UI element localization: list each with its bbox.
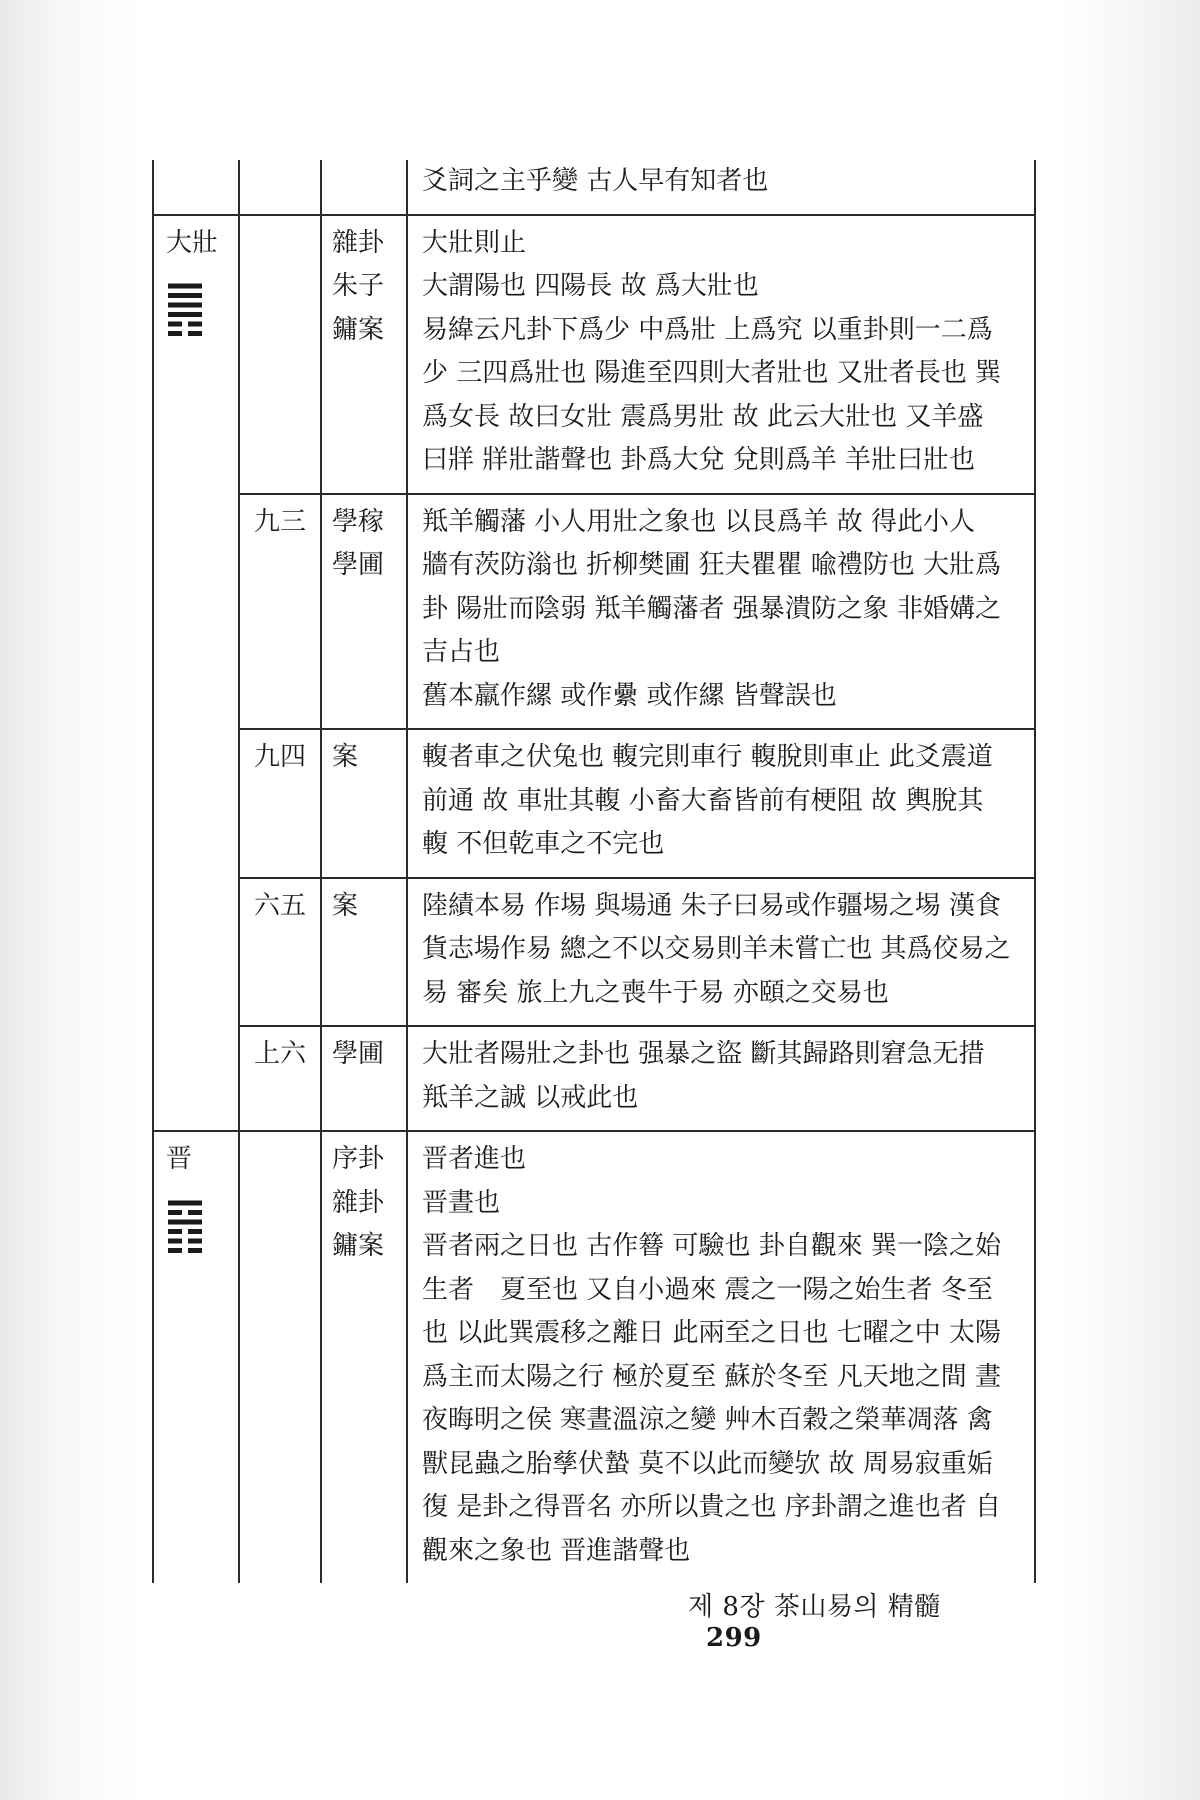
commentary-line: 大壯者陽壯之卦也 强暴之盜 斷其歸路則窘急无措 xyxy=(422,1039,985,1069)
source-cell xyxy=(321,729,407,878)
line-position-cell xyxy=(239,1026,321,1131)
yang-line xyxy=(168,303,202,308)
source-label: 學圃 xyxy=(332,550,385,580)
yin-line-segment xyxy=(168,1238,182,1243)
source-label: 朱子 xyxy=(332,271,385,301)
table-row xyxy=(153,160,1035,215)
commentary-line: 復 是卦之得晋名 亦所以貴之也 序卦謂之進也者 自 xyxy=(422,1492,1002,1522)
line-position: 九四 xyxy=(254,742,307,772)
yin-line-segment xyxy=(188,322,202,327)
yin-line-segment xyxy=(188,331,202,336)
commentary-line: 獸昆蟲之胎孳伏蟄 莫不以此而變欤 故 周易寂重姤 xyxy=(422,1448,993,1479)
yin-line-segment xyxy=(168,322,182,327)
yang-line xyxy=(168,1219,202,1224)
commentary-line: 羝羊之誠 以戒此也 xyxy=(422,1082,639,1113)
commentary-line: 觀來之象也 晋進諧聲也 xyxy=(422,1535,691,1566)
commentary-line: 吉占也 xyxy=(422,637,501,667)
table-row xyxy=(153,878,1035,1027)
hexagram-cell xyxy=(153,160,239,215)
footer-title: 茶山易의 精髓 xyxy=(773,1592,941,1622)
hexagram-cell xyxy=(153,1131,239,1583)
commentary-line: 輹者車之伏兔也 輹完則車行 輹脫則車止 此爻震道 xyxy=(422,742,993,772)
commentary-line: 貨志場作易 總之不以交易則羊未嘗亡也 其爲佼易之 xyxy=(422,934,1011,964)
yang-line xyxy=(168,1200,202,1205)
commentary-cell xyxy=(407,160,1035,215)
yang-line xyxy=(168,293,202,298)
commentary-cell xyxy=(407,1131,1035,1583)
commentary-line: 大壯則止 xyxy=(422,227,527,258)
hexagram-cell xyxy=(153,1026,239,1131)
hexagram-name: 大壯 xyxy=(166,227,219,258)
commentary-cell xyxy=(407,494,1035,730)
line-position: 上六 xyxy=(254,1039,307,1069)
table-row xyxy=(153,215,1035,494)
source-label: 雜卦 xyxy=(332,1187,385,1218)
source-label: 學稼 xyxy=(332,506,385,537)
commentary-line: 少 三四爲壯也 陽進至四則大者壯也 又壯者長也 巽 xyxy=(422,358,1002,388)
line-position: 六五 xyxy=(254,890,307,921)
commentary-cell xyxy=(407,1026,1035,1131)
footer-chapter: 제 8장 xyxy=(688,1592,766,1622)
commentary-line: 生者 夏至也 又自小過來 震之一陽之始生者 冬至 xyxy=(422,1274,993,1305)
commentary-line: 爻詞之主乎變 古人早有知者也 xyxy=(422,166,769,196)
yin-line-segment xyxy=(168,1210,182,1215)
source-label: 案 xyxy=(332,742,359,772)
hexagram-cell xyxy=(153,878,239,1027)
commentary-cell xyxy=(407,729,1035,878)
line-position: 九三 xyxy=(254,506,307,537)
line-position-cell xyxy=(239,215,321,494)
source-label: 學圃 xyxy=(332,1039,385,1069)
source-label: 案 xyxy=(332,890,359,921)
commentary-line: 舊本羸作縲 或作纍 或作縲 皆聲誤也 xyxy=(422,680,837,711)
commentary-line: 也 以此巽震移之離日 此兩至之日也 七曜之中 太陽 xyxy=(422,1318,1002,1348)
yang-line xyxy=(168,312,202,317)
commentary-cell xyxy=(407,878,1035,1027)
yin-line-segment xyxy=(168,1229,182,1234)
hexagram-symbol-icon xyxy=(168,279,202,337)
hexagram-symbol xyxy=(168,279,230,352)
hexagram-symbol xyxy=(168,1196,230,1269)
line-position-cell xyxy=(239,1131,321,1583)
commentary-line: 前通 故 車壯其輹 小畜大畜皆前有梗阻 故 輿脫其 xyxy=(422,785,984,816)
commentary-line: 晋者兩之日也 古作簮 可驗也 卦自觀來 巽一陰之始 xyxy=(422,1231,1002,1261)
commentary-line: 夜晦明之侯 寒晝溫涼之變 艸木百穀之榮華凋落 禽 xyxy=(422,1405,993,1435)
hexagram-symbol-icon xyxy=(168,1196,202,1254)
yin-line-segment xyxy=(168,1248,182,1253)
source-cell xyxy=(321,215,407,494)
yang-line xyxy=(168,284,202,289)
yin-line-segment xyxy=(168,331,182,336)
source-cell xyxy=(321,160,407,215)
table-body xyxy=(153,160,1035,1583)
yin-line-segment xyxy=(188,1210,202,1215)
line-position-cell xyxy=(239,494,321,730)
commentary-line: 晋者進也 xyxy=(422,1144,527,1174)
line-position-cell xyxy=(239,160,321,215)
source-label: 序卦 xyxy=(332,1144,385,1174)
commentary-line: 曰牂 牂壯諧聲也 卦爲大兌 兌則爲羊 羊壯曰壯也 xyxy=(422,445,976,475)
yin-line-segment xyxy=(188,1229,202,1234)
table-row xyxy=(153,494,1035,730)
source-cell xyxy=(321,878,407,1027)
page-number: 299 xyxy=(706,1623,762,1653)
commentary-line: 爲主而太陽之行 極於夏至 蘇於冬至 凡天地之間 晝 xyxy=(422,1361,1002,1392)
commentary-line: 易緯云凡卦下爲少 中爲壯 上爲究 以重卦則一二爲 xyxy=(422,314,993,345)
commentary-line: 易 審矣 旅上九之喪牛于易 亦頤之交易也 xyxy=(422,977,889,1008)
commentary-line: 羝羊觸藩 小人用壯之象也 以艮爲羊 故 得此小人 xyxy=(422,506,976,537)
source-label: 鏞案 xyxy=(332,1231,385,1261)
yin-line-segment xyxy=(188,1238,202,1243)
commentary-line: 大謂陽也 四陽長 故 爲大壯也 xyxy=(422,271,759,301)
commentary-line: 爲女長 故曰女壯 震爲男壯 故 此云大壯也 又羊盛 xyxy=(422,401,984,432)
source-cell xyxy=(321,1131,407,1583)
line-position-cell xyxy=(239,729,321,878)
source-cell xyxy=(321,1026,407,1131)
source-label: 雜卦 xyxy=(332,227,385,258)
hexagram-name: 晋 xyxy=(166,1144,193,1174)
table-row xyxy=(153,1026,1035,1131)
commentary-line: 陸績本易 作埸 與場通 朱子曰易或作疆埸之埸 漢食 xyxy=(422,890,1002,921)
yin-line-segment xyxy=(188,1248,202,1253)
table-row xyxy=(153,1131,1035,1583)
commentary-line: 晋晝也 xyxy=(422,1187,501,1218)
page-footer xyxy=(688,1586,1008,1653)
commentary-line: 卦 陽壯而陰弱 羝羊觸藩者 强暴潰防之象 非婚媾之 xyxy=(422,593,1002,624)
hexagram-cell xyxy=(153,729,239,878)
commentary-table xyxy=(152,160,1036,1583)
source-label: 鏞案 xyxy=(332,314,385,345)
hexagram-cell xyxy=(153,494,239,730)
source-cell xyxy=(321,494,407,730)
hexagram-cell xyxy=(153,215,239,494)
line-position-cell xyxy=(239,878,321,1027)
commentary-line: 牆有茨防滃也 折柳樊圃 狂夫瞿瞿 喩禮防也 大壯爲 xyxy=(422,550,1002,580)
commentary-cell xyxy=(407,215,1035,494)
commentary-line: 輹 不但乾車之不完也 xyxy=(422,829,665,859)
table-row xyxy=(153,729,1035,878)
